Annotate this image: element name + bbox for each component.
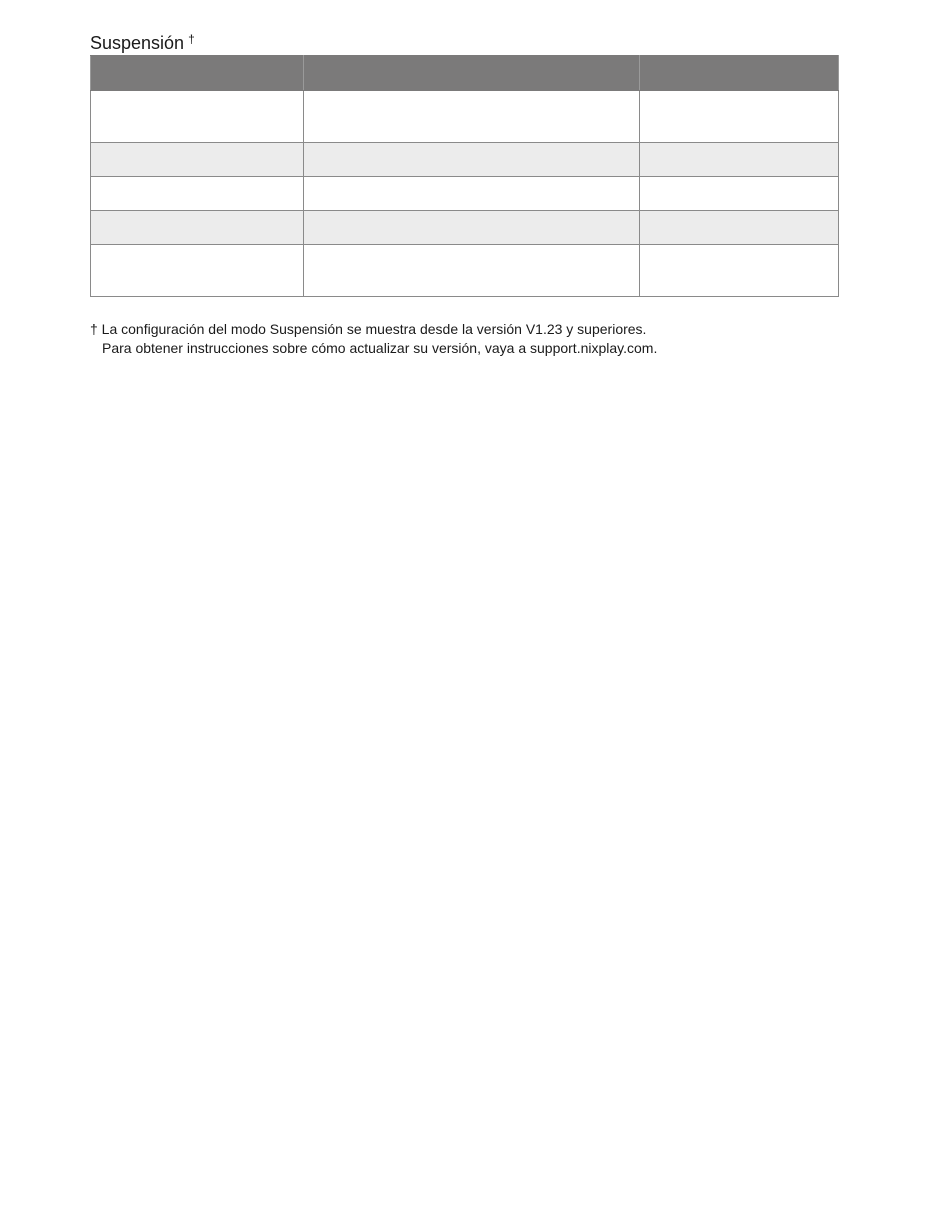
table-row (91, 143, 839, 177)
footnote-line-2: Para obtener instrucciones sobre cómo actualizar su versión, vaya a support.nixplay.com. (102, 340, 658, 356)
table-cell (304, 143, 640, 177)
table-cell (640, 143, 839, 177)
table-cell (304, 245, 640, 297)
table-cell (91, 211, 304, 245)
dagger-mark: † (188, 32, 195, 46)
table-cell (91, 245, 304, 297)
column-header (640, 56, 839, 91)
table-cell (91, 143, 304, 177)
table-cell (304, 91, 640, 143)
table-cell (640, 211, 839, 245)
table-cell (91, 177, 304, 211)
column-header (304, 56, 640, 91)
table-cell (640, 91, 839, 143)
table-cell (91, 91, 304, 143)
table-cell (304, 211, 640, 245)
page-title (90, 28, 195, 54)
settings-table (90, 55, 839, 297)
column-header (91, 56, 304, 91)
footnote-line-1: † La configuración del modo Suspensión se muestra desde la versión V1.23 y superiores. (90, 321, 647, 337)
table-header-row (91, 56, 839, 91)
page-title-text: Suspensión (90, 33, 185, 53)
table-cell (640, 177, 839, 211)
table-row (91, 245, 839, 297)
table-row (91, 177, 839, 211)
footnote (90, 320, 657, 358)
table-cell (304, 177, 640, 211)
table-row (91, 91, 839, 143)
table-row (91, 211, 839, 245)
table-cell (640, 245, 839, 297)
